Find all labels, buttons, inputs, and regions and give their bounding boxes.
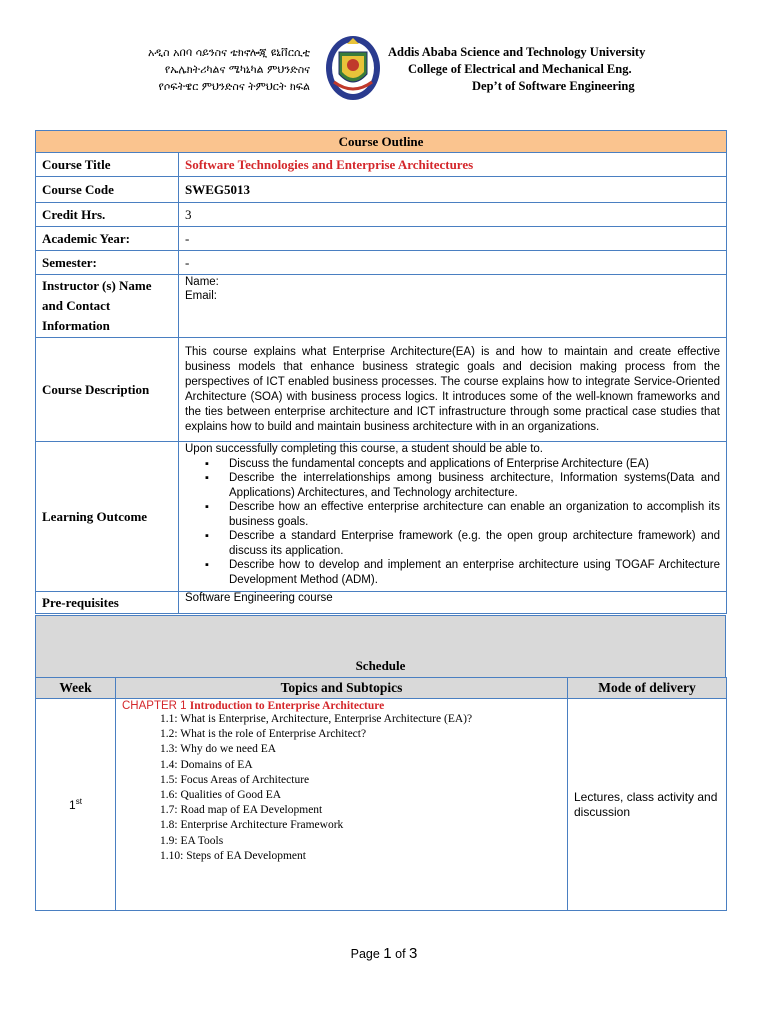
instructor-contact [179,275,727,338]
column-header-topics: Topics and Subtopics [116,678,568,699]
column-header-mode: Mode of delivery [568,678,727,699]
course-description-text: This course explains what Enterprise Architecture(EA) is and how to maintain and create effective business models that enhance business strategic goals and decision making process from the perspectives of ICT enabled business processes. The course explains how to integrate Service-Oriented Architecture (SOA) with business process logics. It introduces some of the well-known frameworks and the ties between enterprise architecture and ICT infrastructure through some practical case studies that explains how to build and maintain business architecture with in an organizations. [179,338,727,442]
schedule-title: Schedule [355,658,406,673]
list-item: 1.2: What is the role of Enterprise Architect? [160,728,367,741]
week-suffix: st [75,797,82,806]
list-item: 1.7: Road map of EA Development [160,804,323,817]
learning-outcome-content [179,442,727,592]
instructor-label: Instructor (s) Name and Contact Information [36,275,179,338]
amharic-line: የኤሌክትሪካልና ሜካኒካል ምህንድስና [164,63,310,76]
list-item: 1.10: Steps of EA Development [160,849,306,862]
outcome-item: ▪ Describe how an effective enterprise architecture can enable an organization to accomplish its business goals. [229,500,720,529]
prerequisites-value: Software Engineering course [179,592,727,614]
prerequisites-label: Pre-requisites [36,592,179,614]
outcome-intro: Upon successfully completing this course, a student should be able to. [185,443,543,455]
academic-year-value: - [179,227,727,251]
instructor-email-field: Email: [185,290,217,302]
subtopic-list [122,712,561,864]
list-item: 1.3: Why do we need EA [160,743,277,756]
outline-title: Course Outline [36,131,727,153]
course-title-label: Course Title [36,153,179,177]
university-name: Addis Ababa Science and Technology University [388,45,646,59]
list-item: 1.8: Enterprise Architecture Framework [160,819,344,832]
of-word: of [395,947,406,961]
outcome-item: ▪ Describe the interrelationships among business architecture, Information systems(Data and Applications) Architectures, and Technology architecture. [229,471,720,500]
mode-of-delivery-cell: Lectures, class activity and discussion [568,699,727,911]
semester-label: Semester: [36,251,179,275]
semester-value: - [179,251,727,275]
outcome-item: ▪ Describe a standard Enterprise framework (e.g. the open group architecture framework) and discuss its application. [229,529,720,558]
list-item: 1.4: Domains of EA [160,758,253,771]
amharic-institution-name [60,44,310,95]
page-total: 3 [409,945,418,962]
course-outline-table [35,130,727,614]
week-cell [36,699,116,911]
english-institution-name [388,44,688,95]
schedule-banner [35,615,726,678]
list-item: 1.1: What is Enterprise, Architecture, Enterprise Architecture (EA)? [160,713,473,725]
topics-cell [116,699,568,911]
outcome-item: ▪ Describe how to develop and implement an enterprise architecture using TOGAF Architecture Development Method (ADM). [229,558,720,587]
page-footer [0,945,768,962]
column-header-week: Week [36,678,116,699]
chapter-number: CHAPTER 1 [122,700,187,712]
page-number: 1 [383,945,392,962]
amharic-line: የሶፍትዌር ምህንድስና ትምህርት ክፍል [158,80,310,93]
schedule-table [35,677,727,911]
course-description-label: Course Description [36,338,179,442]
list-item: 1.6: Qualities of Good EA [160,789,282,802]
amharic-line: አዲስ አበባ ሳይንስና ቴክኖሎጂ ዩኒቨርሲቲ [147,46,310,59]
list-item: 1.9: EA Tools [160,834,224,847]
university-logo [324,34,382,102]
course-title-value: Software Technologies and Enterprise Architectures [179,153,727,177]
outcome-item: ▪ Discuss the fundamental concepts and applications of Enterprise Architecture (EA) [229,457,720,472]
course-code-value: SWEG5013 [179,177,727,203]
week-number: 1 [69,798,76,812]
chapter-heading [122,700,561,712]
academic-year-label: Academic Year: [36,227,179,251]
credit-hours-label: Credit Hrs. [36,203,179,227]
college-name: College of Electrical and Mechanical Eng. [408,62,632,76]
chapter-title: Introduction to Enterprise Architecture [189,700,385,712]
letterhead [0,40,768,104]
instructor-name-field: Name: [185,276,219,288]
page-word: Page [350,947,380,961]
table-row [36,699,727,911]
outcome-list [185,457,720,588]
course-code-label: Course Code [36,177,179,203]
credit-hours-value: 3 [179,203,727,227]
list-item: 1.5: Focus Areas of Architecture [160,773,310,786]
learning-outcome-label: Learning Outcome [36,442,179,592]
department-name: Dep’t of Software Engineering [472,79,635,93]
